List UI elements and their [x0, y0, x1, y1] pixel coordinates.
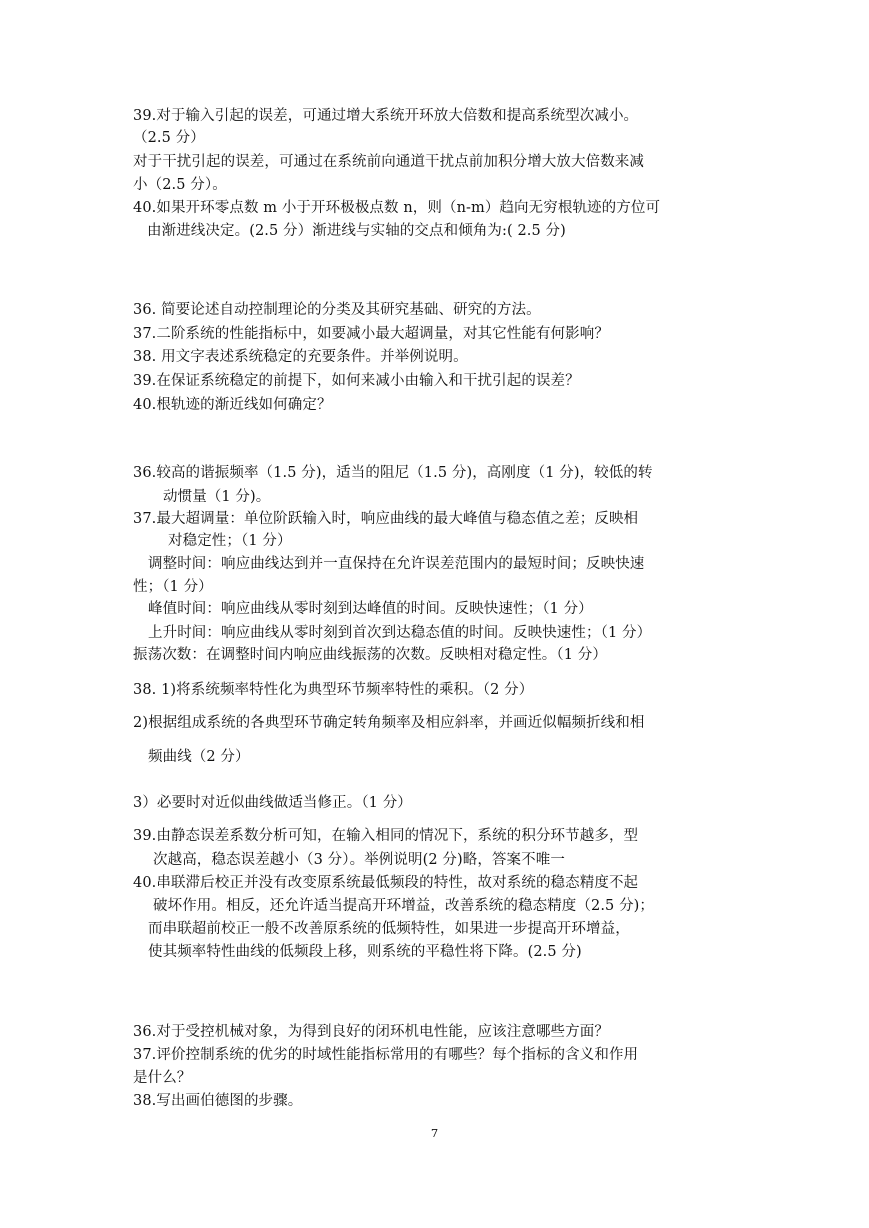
text-line: 40.如果开环零点数 m 小于开环极极点数 n，则（n-m）趋向无穷根轨迹的方位可 — [133, 200, 661, 216]
answer-line: 上升时间：响应曲线从零时刻到首次到达稳态值的时间。反映快速性；（1 分） — [148, 625, 652, 641]
question-item: 37.评价控制系统的优劣的时域性能指标常用的有哪些？每个指标的含义和作用 — [133, 1047, 639, 1063]
answer-line: 峰值时间：响应曲线从零时刻到达峰值的时间。反映快速性；（1 分） — [148, 601, 593, 617]
answer-line: 39.由静态误差系数分析可知，在输入相同的情况下，系统的积分环节越多，型 — [133, 828, 639, 844]
answer-line: 而串联超前校正一般不改善原系统的低频特性，如果进一步提高开环增益， — [148, 921, 630, 937]
answer-line: 40.串联滞后校正并没有改变原系统最低频段的特性，故对系统的稳态精度不起 — [133, 875, 639, 891]
text-line: 小（2.5 分）。 — [133, 177, 227, 193]
answer-line: 次越高，稳态误差越小（3 分）。举例说明(2 分)略，答案不唯一 — [153, 852, 565, 868]
question-item: 40.根轨迹的渐近线如何确定？ — [133, 397, 332, 413]
answer-line: 振荡次数：在调整时间内响应曲线振荡的次数。反映相对稳定性。（1 分） — [133, 647, 607, 663]
text-line: （2.5 分） — [133, 130, 205, 146]
text-line: 由渐进线决定。(2.5 分）渐进线与实轴的交点和倾角为:( 2.5 分) — [147, 223, 566, 239]
question-item: 是什么？ — [133, 1070, 192, 1086]
answer-line: 使其频率特性曲线的低频段上移，则系统的平稳性将下降。(2.5 分) — [148, 944, 582, 960]
text-line: 对于干扰引起的误差，可通过在系统前向通道干扰点前加积分增大放大倍数来减 — [133, 154, 644, 170]
page-number: 7 — [430, 1126, 439, 1140]
answer-line: 37.最大超调量：单位阶跃输入时，响应曲线的最大峰值与稳态值之差；反映相 — [133, 511, 639, 527]
text-line: 39.对于输入引起的误差，可通过增大系统开环放大倍数和提高系统型次减小。 — [133, 108, 639, 124]
answer-line: 性；（1 分） — [133, 579, 213, 595]
question-item: 36.对于受控机械对象，为得到良好的闭环机电性能，应该注意哪些方面？ — [133, 1024, 609, 1040]
answer-line: 3）必要时对近似曲线做适当修正。（1 分） — [133, 795, 412, 811]
question-item: 36. 简要论述自动控制理论的分类及其研究基础、研究的方法。 — [133, 302, 541, 318]
answer-line: 破坏作用。相反，还允许适当提高开环增益，改善系统的稳态精度（2.5 分)； — [153, 898, 655, 914]
question-item: 39.在保证系统稳定的前提下，如何来减小由输入和干扰引起的误差？ — [133, 373, 580, 389]
answer-line: 动惯量（1 分)。 — [163, 489, 271, 505]
question-item: 38. 用文字表述系统稳定的充要条件。并举例说明。 — [133, 349, 468, 365]
answer-line: 38. 1)将系统频率特性化为典型环节频率特性的乘积。（2 分） — [133, 682, 534, 698]
answer-line: 调整时间：响应曲线达到并一直保持在允许误差范围内的最短时间；反映快速 — [148, 556, 645, 572]
answer-line: 频曲线（2 分） — [148, 749, 250, 765]
answer-line: 对稳定性；（1 分） — [168, 533, 292, 549]
answer-line: 2)根据组成系统的各典型环节确定转角频率及相应斜率，并画近似幅频折线和相 — [133, 715, 645, 731]
question-item: 38.写出画伯德图的步骤。 — [133, 1093, 303, 1109]
answer-line: 36.较高的谐振频率（1.5 分)，适当的阻尼（1.5 分)，高刚度（1 分)，较低的转 — [133, 465, 653, 481]
question-item: 37.二阶系统的性能指标中，如要减小最大超调量，对其它性能有何影响？ — [133, 326, 609, 342]
